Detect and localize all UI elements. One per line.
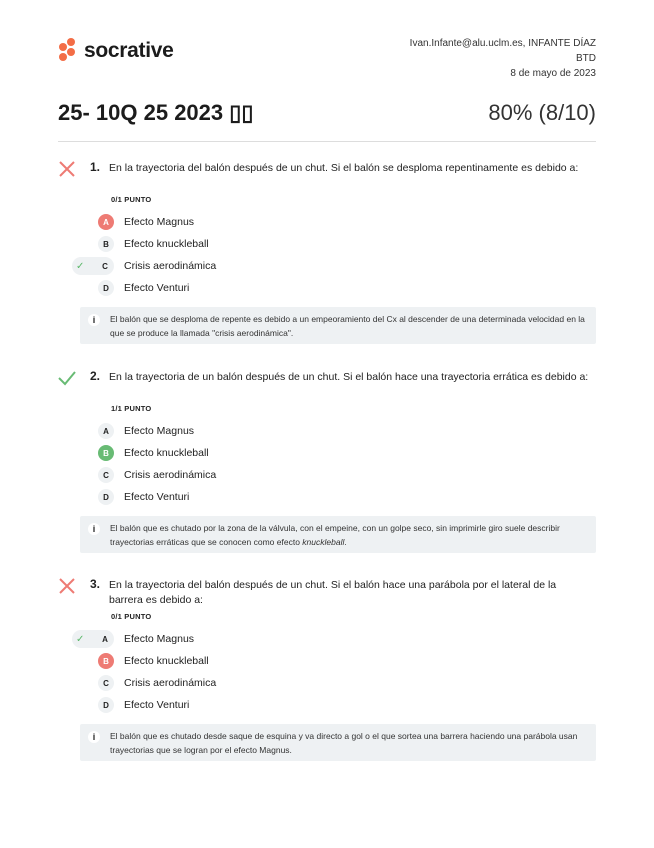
option-d xyxy=(74,279,189,297)
incorrect-x-icon xyxy=(58,160,76,178)
header xyxy=(58,36,596,86)
question-number: 2. xyxy=(90,369,101,383)
option-letter: C xyxy=(97,258,113,274)
explanation-main: El balón que es chutado por la zona de la válvula, con el empeine, con un golpe seco, sin imprimirle giro suele describir trayectorias erráticas que se conocen como efecto xyxy=(110,523,560,547)
question-points: 0/1 PUNTO xyxy=(111,612,152,621)
option-letter-selected-wrong: A xyxy=(98,214,114,230)
brand-name: socrative xyxy=(84,39,174,62)
option-b xyxy=(74,444,209,462)
option-letter: D xyxy=(98,489,114,505)
question-points: 0/1 PUNTO xyxy=(111,195,152,204)
option-c xyxy=(74,257,216,275)
option-text: Efecto Venturi xyxy=(124,491,190,503)
incorrect-x-icon xyxy=(58,577,76,595)
user-email-name: Ivan.Infante@alu.uclm.es, INFANTE DÍAZ xyxy=(409,38,596,49)
option-b xyxy=(74,652,209,670)
user-class: BTD xyxy=(576,53,596,64)
option-letter: D xyxy=(98,697,114,713)
option-text: Efecto knuckleball xyxy=(124,655,209,667)
option-c xyxy=(74,674,216,692)
info-icon: i xyxy=(88,523,100,535)
question-number: 1. xyxy=(90,160,101,174)
option-text: Crisis aerodinámica xyxy=(124,677,217,689)
option-c xyxy=(74,466,216,484)
option-text: Efecto Magnus xyxy=(124,425,195,437)
explanation-text: El balón que se desploma de repente es debido a un empeoramiento del Cx al descender de una determinada velocidad en la que se produce la llamada "crisis aerodinámica". xyxy=(110,314,585,338)
option-letter: C xyxy=(98,467,114,483)
option-text: Crisis aerodinámica xyxy=(124,260,217,272)
explanation-emphasis: knuckleball xyxy=(302,537,345,547)
explanation-box xyxy=(80,307,596,344)
option-a xyxy=(74,213,194,231)
explanation-end: . xyxy=(344,537,347,547)
option-text: Efecto knuckleball xyxy=(124,447,209,459)
explanation-box xyxy=(80,724,596,761)
check-icon: ✓ xyxy=(76,260,85,272)
question-number: 3. xyxy=(90,577,101,591)
option-text: Efecto Venturi xyxy=(124,699,190,711)
quiz-title: 25- 10Q 25 2023 ▯▯ xyxy=(58,100,254,125)
option-d xyxy=(74,488,189,506)
option-d xyxy=(74,696,189,714)
question-text: En la trayectoria de un balón después de un chut. Si el balón hace una trayectoria errática es debido a: xyxy=(109,371,589,383)
option-letter-selected-correct: B xyxy=(98,445,114,461)
option-letter-selected-wrong: B xyxy=(98,653,114,669)
option-letter: A xyxy=(97,631,113,647)
option-letter: B xyxy=(98,236,114,252)
option-text: Efecto Magnus xyxy=(124,633,195,645)
explanation-box xyxy=(80,516,596,553)
question-points: 1/1 PUNTO xyxy=(111,404,152,413)
option-letter: D xyxy=(98,280,114,296)
logo-hexagons-icon xyxy=(58,38,78,64)
option-a xyxy=(74,422,194,440)
option-text: Efecto Magnus xyxy=(124,216,195,228)
info-icon: i xyxy=(88,731,100,743)
option-letter: A xyxy=(98,423,114,439)
explanation-text xyxy=(110,521,585,549)
question-text: En la trayectoria del balón después de un chut. Si el balón hace una parábola por el lateral de la barrera es debido a: xyxy=(109,579,557,606)
socrative-logo xyxy=(58,38,174,64)
option-text: Efecto Venturi xyxy=(124,282,190,294)
option-b xyxy=(74,235,209,253)
option-text: Crisis aerodinámica xyxy=(124,469,217,481)
quiz-score: 80% (8/10) xyxy=(488,100,596,125)
option-text: Efecto knuckleball xyxy=(124,238,209,250)
user-info xyxy=(410,36,596,81)
option-a xyxy=(74,630,194,648)
correct-check-icon xyxy=(58,369,76,387)
report-date: 8 de mayo de 2023 xyxy=(510,68,596,79)
divider xyxy=(58,141,596,142)
option-letter: C xyxy=(98,675,114,691)
question-text: En la trayectoria del balón después de un chut. Si el balón se desploma repentinamente es debido a: xyxy=(109,162,579,174)
check-icon: ✓ xyxy=(76,633,85,645)
explanation-text: El balón que es chutado desde saque de esquina y va directo a gol o el que sortea una barrera haciendo una parábola usan trayectorias que se logran por el efecto Magnus. xyxy=(110,731,578,755)
info-icon: i xyxy=(88,314,100,326)
